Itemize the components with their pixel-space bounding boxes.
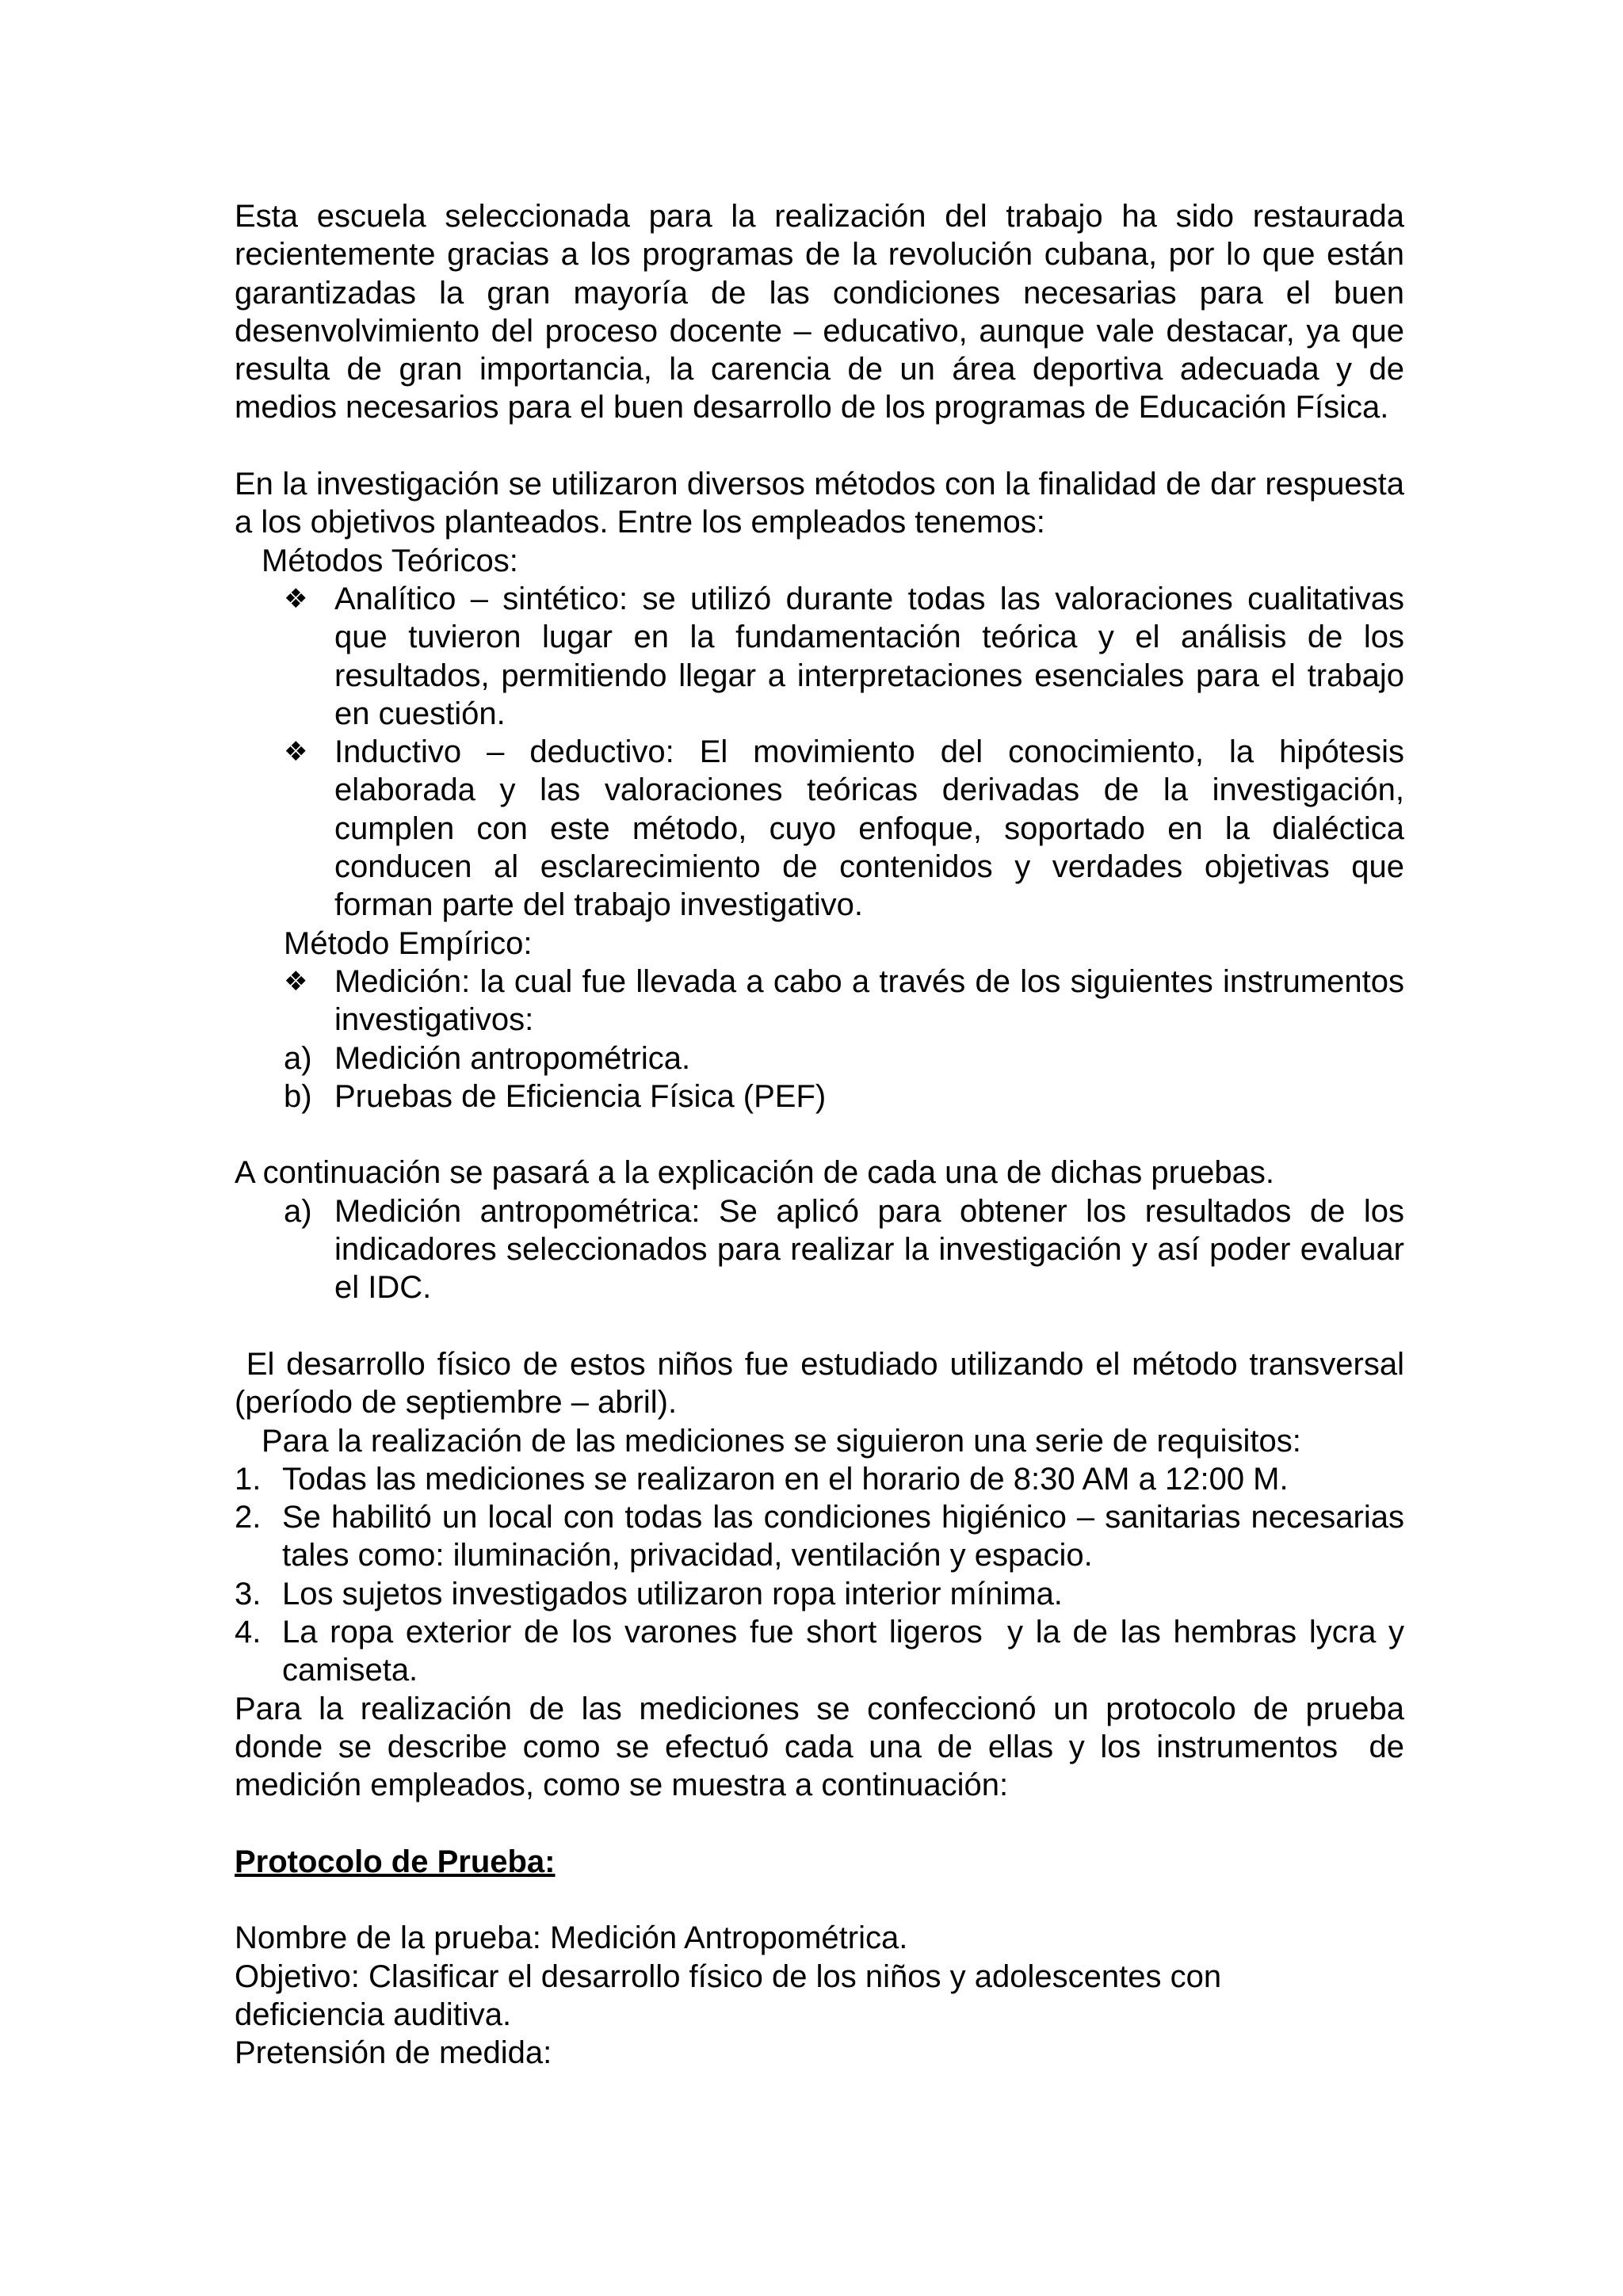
list-item [235,1460,1404,1498]
list-marker: a) [284,1193,312,1229]
list-item-text: Se habilitó un local con todas las condiciones higiénico – sanitarias necesarias tales como: iluminación, privacidad, ventilación y espacio. [282,1500,1404,1573]
explanation-intro: A continuación se pasará a la explicación de cada una de dichas pruebas. [235,1155,1275,1191]
test-objective: Objetivo: Clasificar el desarrollo físico de los niños y adolescentes con deficiencia auditiva. [235,1958,1222,2032]
list-item-text: Medición antropométrica. [334,1040,691,1076]
list-item [235,963,1404,1039]
list-item-text: Todas las mediciones se realizaron en el horario de 8:30 AM a 12:00 M. [282,1461,1289,1497]
list-item [235,580,1404,733]
list-item [235,1613,1414,1690]
diamond-bullet-icon: ❖ [284,965,308,997]
test-name: Nombre de la prueba: Medición Antropométrica. [235,1920,908,1956]
protocol-heading: Protocolo de Prueba: [235,1844,556,1879]
list-marker: 2. [235,1500,262,1535]
list-item [235,1498,1404,1575]
methods-paragraph: En la investigación se utilizaron diversos métodos con la finalidad de dar respuesta a los objetivos planteados. Entre los empleados tenemos: [235,467,1404,540]
theoretical-methods-heading: Métodos Teóricos: [262,543,518,578]
text-column [235,197,1414,2073]
list-item-text: Los sujetos investigados utilizaron ropa interior mínima. [282,1576,1063,1611]
intro-paragraph: Esta escuela seleccionada para la realización del trabajo ha sido restaurada recientemente gracias a los programas de la revolución cubana, por lo que están garantizadas la gran mayoría de las condiciones necesarias para el buen desenvolvimiento del proceso docente – educativo, aunque vale destacar, ya que resulta de gran importancia, la carencia de un área deportiva adecuada y de medios necesarios para el buen desarrollo de los programas de Educación Física. [235,199,1404,425]
list-item [235,1575,1404,1613]
test-measure: Pretensión de medida: [235,2035,552,2071]
empirical-method-heading: Método Empírico: [284,925,533,961]
list-item [235,1039,1404,1077]
list-item-text: Pruebas de Eficiencia Física (PEF) [334,1078,827,1114]
development-paragraph: El desarrollo físico de estos niños fue estudiado utilizando el método transversal (período de septiembre – abril). [235,1346,1414,1421]
list-marker: 1. [235,1461,262,1497]
list-item-text: Inductivo – deductivo: El movimiento del conocimiento, la hipótesis elaborada y las valoraciones teóricas derivadas de la investigación, cumplen con este método, cuyo enfoque, soportado en la dialéctica conducen al esclarecimiento de contenidos y verdades objetivas que forman parte del trabajo investigativo. [334,734,1404,923]
list-item-text: Medición antropométrica: Se aplicó para obtener los resultados de los indicadores seleccionados para realizar la investigación y así poder evaluar el IDC. [334,1193,1404,1306]
diamond-bullet-icon: ❖ [284,736,308,769]
list-marker: 3. [235,1576,262,1611]
protocol-intro: Para la realización de las mediciones se confeccionó un protocolo de prueba donde se describe como se efectuó cada una de ellas y los instrumentos de medición empleados, como se muestra a continuación: [235,1691,1414,1803]
requirements-intro: Para la realización de las mediciones se siguieron una serie de requisitos: [262,1423,1301,1459]
list-item-text: Medición: la cual fue llevada a cabo a través de los siguientes instrumentos investigativos: [334,963,1404,1038]
list-marker: 4. [235,1614,262,1650]
list-item-text: La ropa exterior de los varones fue short ligeros y la de las hembras lycra y camiseta. [282,1614,1414,1688]
list-marker: a) [284,1040,312,1076]
diamond-bullet-icon: ❖ [284,582,308,615]
list-item [235,1077,1404,1116]
list-item [235,1192,1404,1307]
list-item [235,733,1404,924]
list-marker: b) [284,1078,312,1114]
list-item-text: Analítico – sintético: se utilizó durante todas las valoraciones cualitativas que tuvieron lugar en la fundamentación teórica y el análisis de los resultados, permitiendo llegar a interpretaciones esenciales para el trabajo en cuestión. [334,581,1404,731]
